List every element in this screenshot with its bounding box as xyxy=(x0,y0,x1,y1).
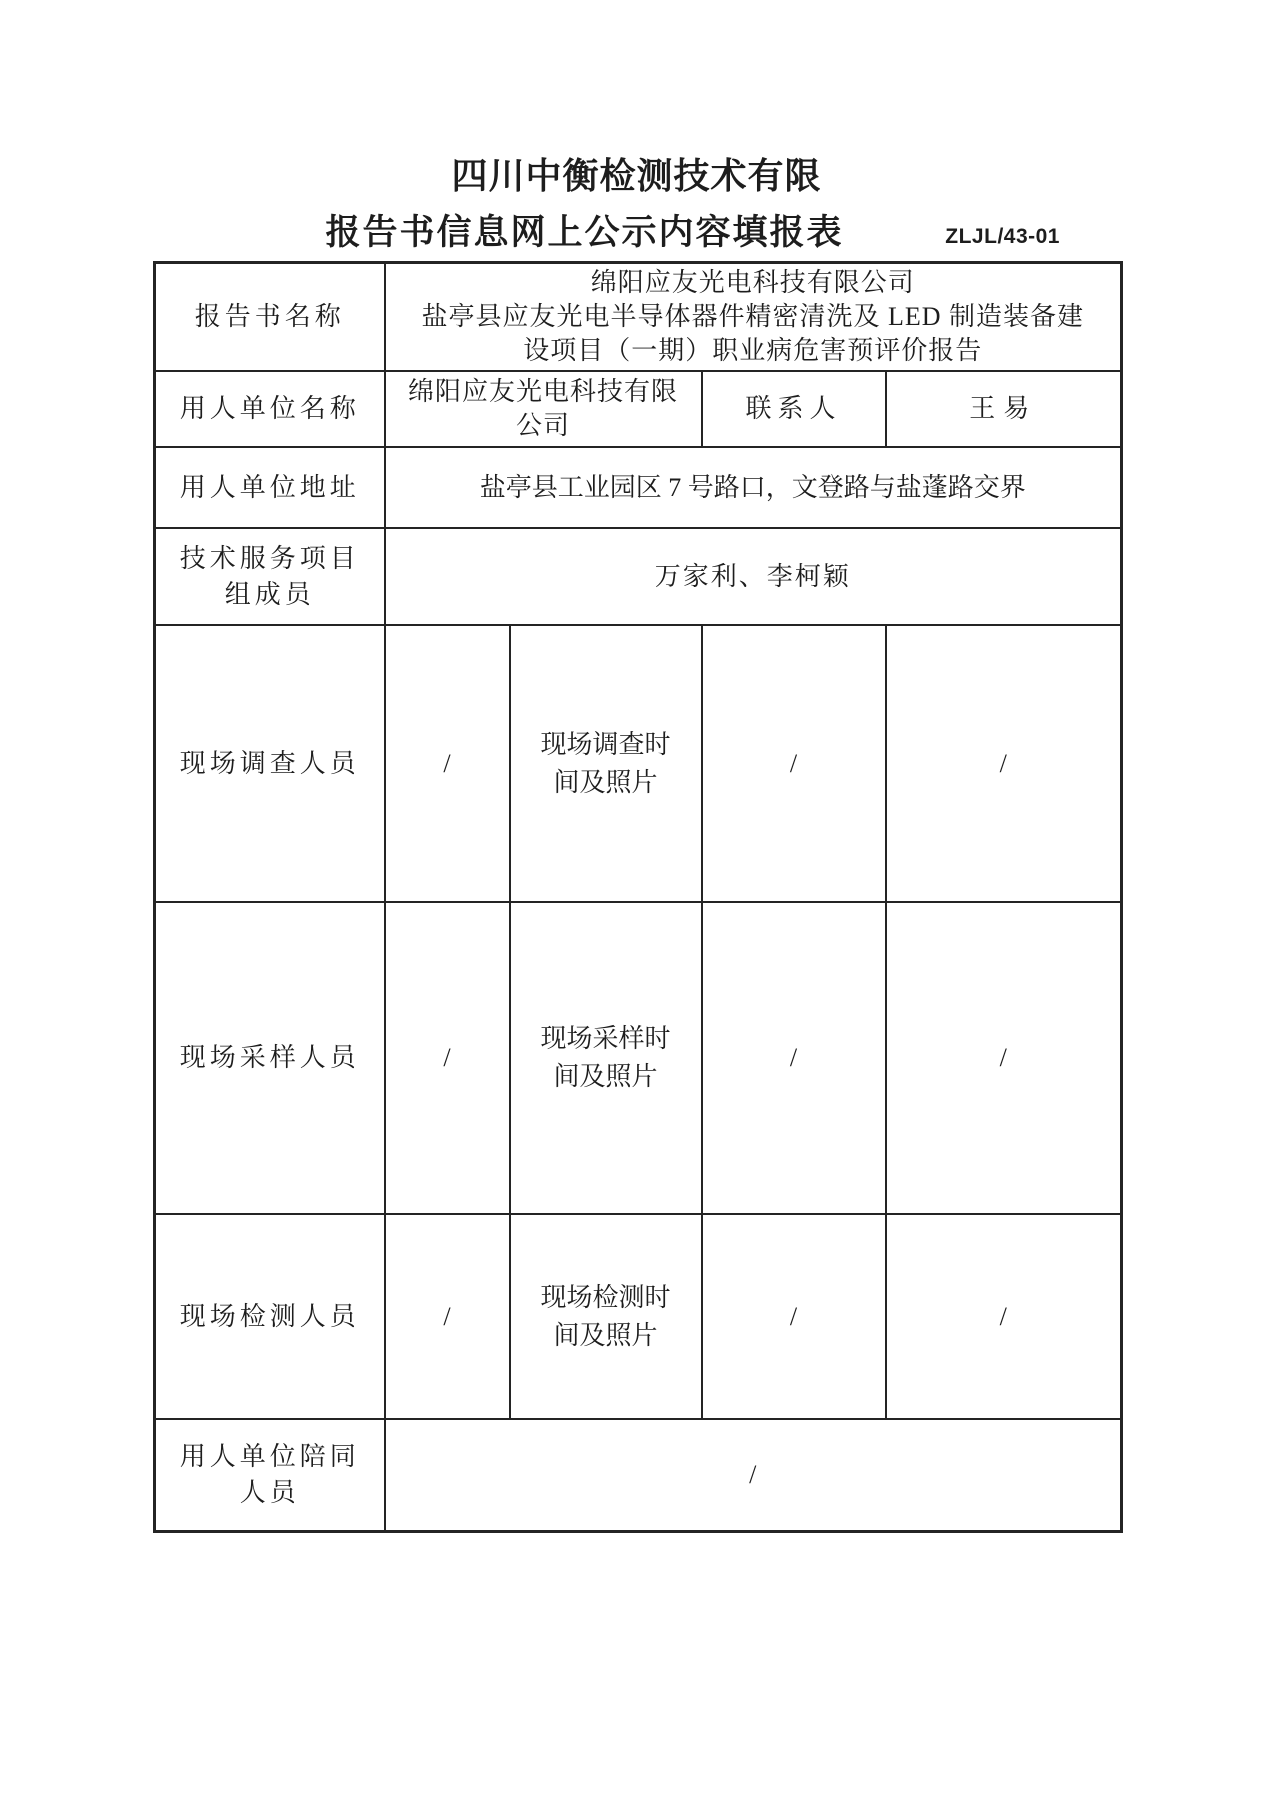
site-survey-time-value: / xyxy=(702,625,886,902)
employer-address-label: 用人单位地址 xyxy=(155,447,385,528)
contact-label: 联系人 xyxy=(702,371,886,447)
row-employer-name xyxy=(155,371,1122,447)
report-name-lines xyxy=(390,266,1117,368)
site-sampling-personnel-value: / xyxy=(385,902,510,1214)
site-sampling-time-label-line: 间及照片 xyxy=(553,1062,658,1091)
row-report-name xyxy=(155,263,1122,372)
site-sampling-time-label-line: 现场采样时 xyxy=(540,1024,671,1053)
escort-label-line: 人员 xyxy=(239,1477,300,1507)
site-sampling-label: 现场采样人员 xyxy=(155,902,385,1214)
escort-label-line: 用人单位陪同 xyxy=(179,1441,360,1471)
employer-address-value: 盐亭县工业园区 7 号路口，文登路与盐蓬路交界 xyxy=(385,447,1122,528)
site-sampling-time-value: / xyxy=(702,902,886,1214)
page-title-line2: 报告书信息网上公示内容填报表 xyxy=(325,213,844,252)
site-sampling-time-label-lines xyxy=(515,1020,697,1096)
employer-name-value xyxy=(385,371,702,447)
site-testing-personnel-value: / xyxy=(385,1214,510,1419)
employer-name-lines xyxy=(390,375,697,443)
site-sampling-photo-value: / xyxy=(886,902,1122,1214)
page-title-row xyxy=(153,212,1120,254)
site-testing-time-label-lines xyxy=(515,1279,697,1355)
report-name-label: 报告书名称 xyxy=(155,263,385,372)
site-testing-time-label xyxy=(510,1214,702,1419)
project-team-label xyxy=(155,528,385,625)
form-sheet xyxy=(153,156,1120,1533)
employer-name-label: 用人单位名称 xyxy=(155,371,385,447)
site-survey-photo-value: / xyxy=(886,625,1122,902)
project-team-label-line: 技术服务项目 xyxy=(179,543,360,573)
site-testing-time-value: / xyxy=(702,1214,886,1419)
escort-value: / xyxy=(385,1419,1122,1531)
escort-label xyxy=(155,1419,385,1531)
report-name-line: 设项目（一期）职业病危害预评价报告 xyxy=(523,336,983,365)
site-sampling-time-label xyxy=(510,902,702,1214)
employer-name-line: 绵阳应友光电科技有限 xyxy=(407,377,678,406)
site-survey-label: 现场调查人员 xyxy=(155,625,385,902)
row-site-sampling xyxy=(155,902,1122,1214)
project-team-label-lines xyxy=(160,541,380,613)
contact-name: 王易 xyxy=(886,371,1122,447)
report-name-line: 盐亭县应友光电半导体器件精密清洗及 LED 制造装备建 xyxy=(421,302,1085,331)
site-survey-personnel-value: / xyxy=(385,625,510,902)
site-survey-time-label-line: 现场调查时 xyxy=(540,729,671,759)
site-testing-time-label-line: 间及照片 xyxy=(553,1320,658,1350)
site-survey-time-label-lines xyxy=(515,726,697,802)
site-testing-time-label-line: 现场检测时 xyxy=(540,1282,671,1312)
doc-code: ZLJL/43-01 xyxy=(945,225,1060,248)
report-name-value xyxy=(385,263,1122,372)
page-title-line1: 四川中衡检测技术有限 xyxy=(451,155,822,196)
row-project-team xyxy=(155,528,1122,625)
site-testing-photo-value: / xyxy=(886,1214,1122,1419)
row-employer-address xyxy=(155,447,1122,528)
report-info-table xyxy=(153,261,1123,1533)
site-testing-label: 现场检测人员 xyxy=(155,1214,385,1419)
row-escort xyxy=(155,1419,1122,1531)
site-survey-time-label-line: 间及照片 xyxy=(553,767,658,797)
report-name-line: 绵阳应友光电科技有限公司 xyxy=(590,268,915,297)
project-team-label-line: 组成员 xyxy=(224,579,315,609)
site-survey-time-label xyxy=(510,625,702,902)
row-site-testing xyxy=(155,1214,1122,1419)
employer-name-line: 公司 xyxy=(515,411,570,440)
row-site-survey xyxy=(155,625,1122,902)
project-team-value: 万家利、李柯颖 xyxy=(385,528,1122,625)
escort-label-lines xyxy=(160,1439,380,1511)
